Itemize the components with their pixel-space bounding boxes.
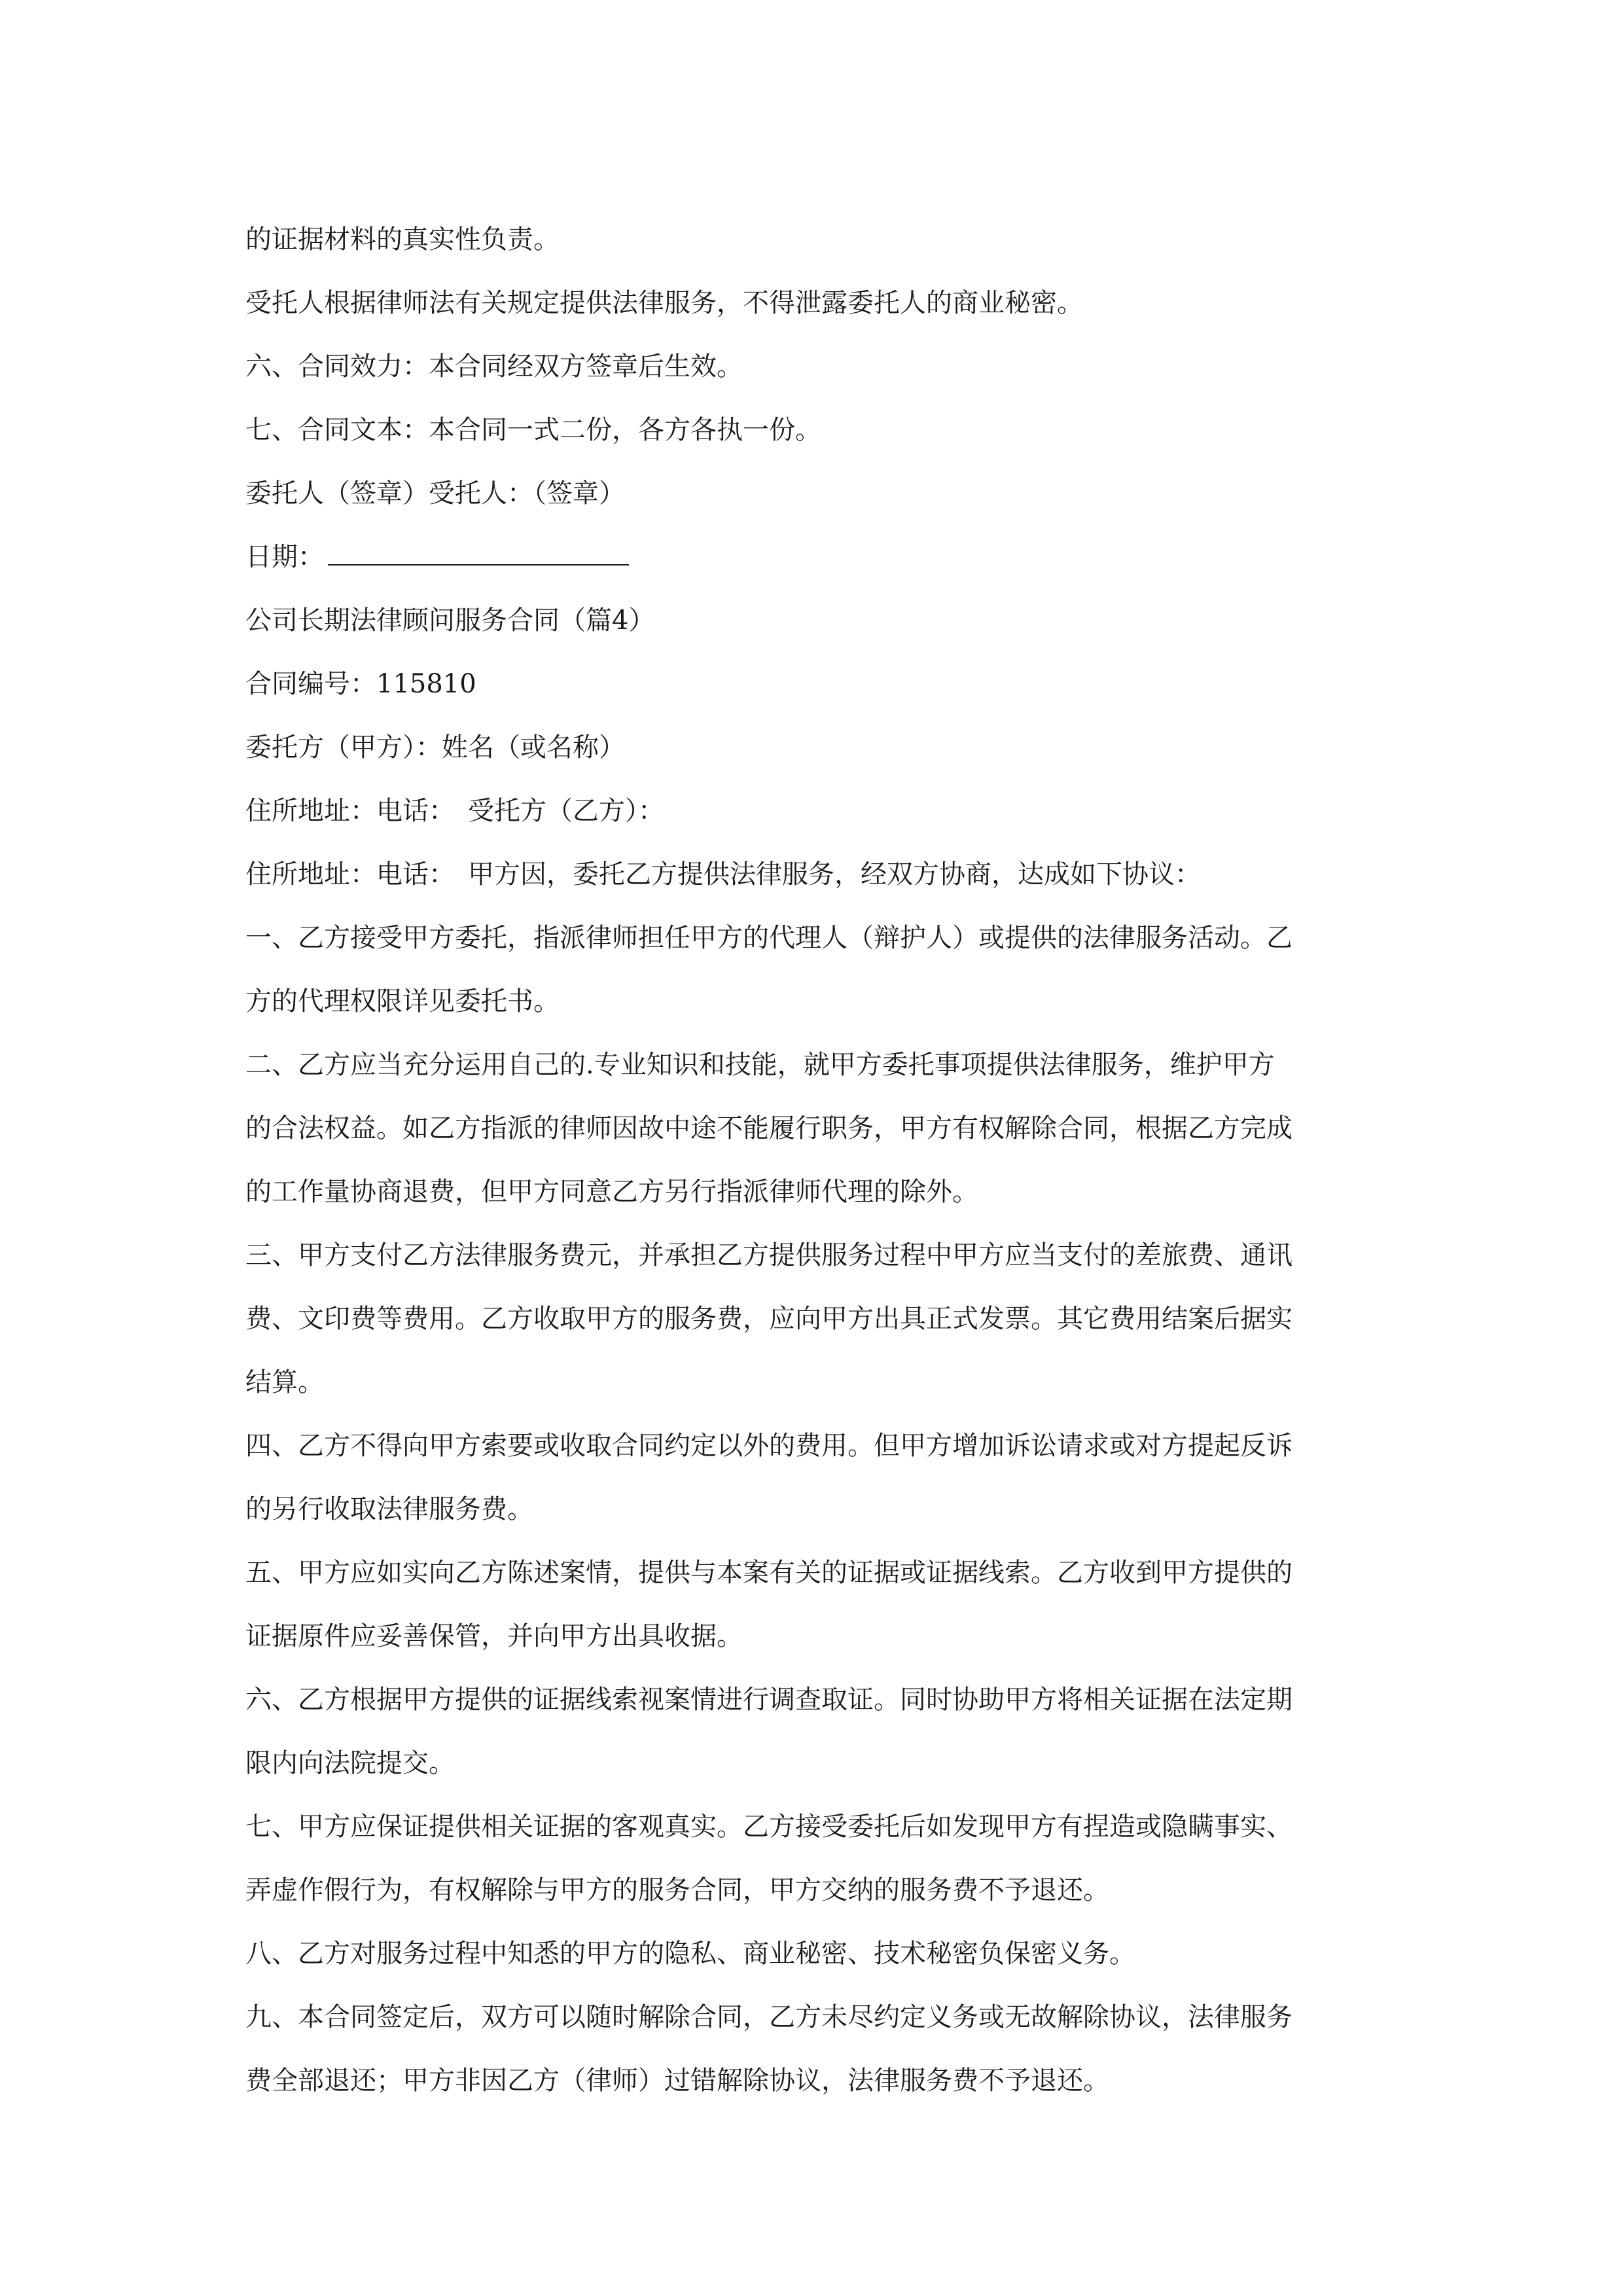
body-line: 的工作量协商退费，但甲方同意乙方另行指派律师代理的除外。	[245, 1177, 978, 1207]
body-line: 八、乙方对服务过程中知悉的甲方的隐私、商业秘密、技术秘密负保密义务。	[245, 1939, 1135, 1969]
body-line: 住所地址：电话： 甲方因，委托乙方提供法律服务，经双方协商，达成如下协议：	[245, 859, 1201, 889]
body-line: 住所地址：电话： 受托方（乙方）：	[245, 796, 664, 826]
body-line: 三、甲方支付乙方法律服务费元，并承担乙方提供服务过程中甲方应当支付的差旅费、通讯	[245, 1240, 1293, 1270]
body-line: 的合法权益。如乙方指派的律师因故中途不能履行职务，甲方有权解除合同，根据乙方完成	[245, 1113, 1293, 1143]
body-line: 费全部退还；甲方非因乙方（律师）过错解除协议，法律服务费不予退还。	[245, 2066, 1109, 2096]
paragraph-line: 七、合同文本：本合同一式二份，各方各执一份。	[245, 415, 821, 445]
body-line: 二、乙方应当充分运用自己的.专业知识和技能，就甲方委托事项提供法律服务，维护甲方	[245, 1050, 1275, 1080]
date-line	[245, 526, 1404, 589]
body-line: 限内向法院提交。	[245, 1748, 455, 1778]
body-line: 弄虚作假行为，有权解除与甲方的服务合同，甲方交纳的服务费不予退还。	[245, 1875, 1109, 1905]
body-line: 九、本合同签定后，双方可以随时解除合同，乙方未尽约定义务或无故解除协议，法律服务	[245, 2002, 1293, 2032]
date-blank	[328, 538, 629, 565]
body-line: 方的代理权限详见委托书。	[245, 986, 560, 1016]
document-body	[245, 208, 1404, 2113]
body-line: 五、甲方应如实向乙方陈述案情，提供与本案有关的证据或证据线索。乙方收到甲方提供的	[245, 1558, 1293, 1588]
body-line: 六、乙方根据甲方提供的证据线索视案情进行调查取证。同时协助甲方将相关证据在法定期	[245, 1685, 1293, 1715]
signature-line: 委托人（签章）受托人：（签章）	[245, 478, 625, 509]
section-title: 公司长期法律顾问服务合同（篇4）	[245, 605, 655, 636]
body-line: 结算。	[245, 1367, 324, 1397]
date-label: 日期：	[245, 542, 324, 572]
paragraph-line: 的证据材料的真实性负责。	[245, 224, 560, 255]
paragraph-line: 六、合同效力：本合同经双方签章后生效。	[245, 351, 743, 382]
paragraph-line: 受托人根据律师法有关规定提供法律服务，不得泄露委托人的商业秘密。	[245, 288, 1083, 318]
body-line: 四、乙方不得向甲方索要或收取合同约定以外的费用。但甲方增加诉讼请求或对方提起反诉	[245, 1431, 1293, 1461]
body-line: 一、乙方接受甲方委托，指派律师担任甲方的代理人（辩护人）或提供的法律服务活动。乙	[245, 923, 1293, 953]
body-line: 委托方（甲方）：姓名（或名称）	[245, 732, 625, 762]
body-line: 证据原件应妥善保管，并向甲方出具收据。	[245, 1621, 743, 1651]
body-line: 费、文印费等费用。乙方收取甲方的服务费，应向甲方出具正式发票。其它费用结案后据实	[245, 1304, 1293, 1334]
contract-number: 合同编号：115810	[245, 669, 476, 699]
body-line: 的另行收取法律服务费。	[245, 1494, 533, 1524]
body-line: 七、甲方应保证提供相关证据的客观真实。乙方接受委托后如发现甲方有捏造或隐瞒事实、	[245, 1812, 1293, 1842]
